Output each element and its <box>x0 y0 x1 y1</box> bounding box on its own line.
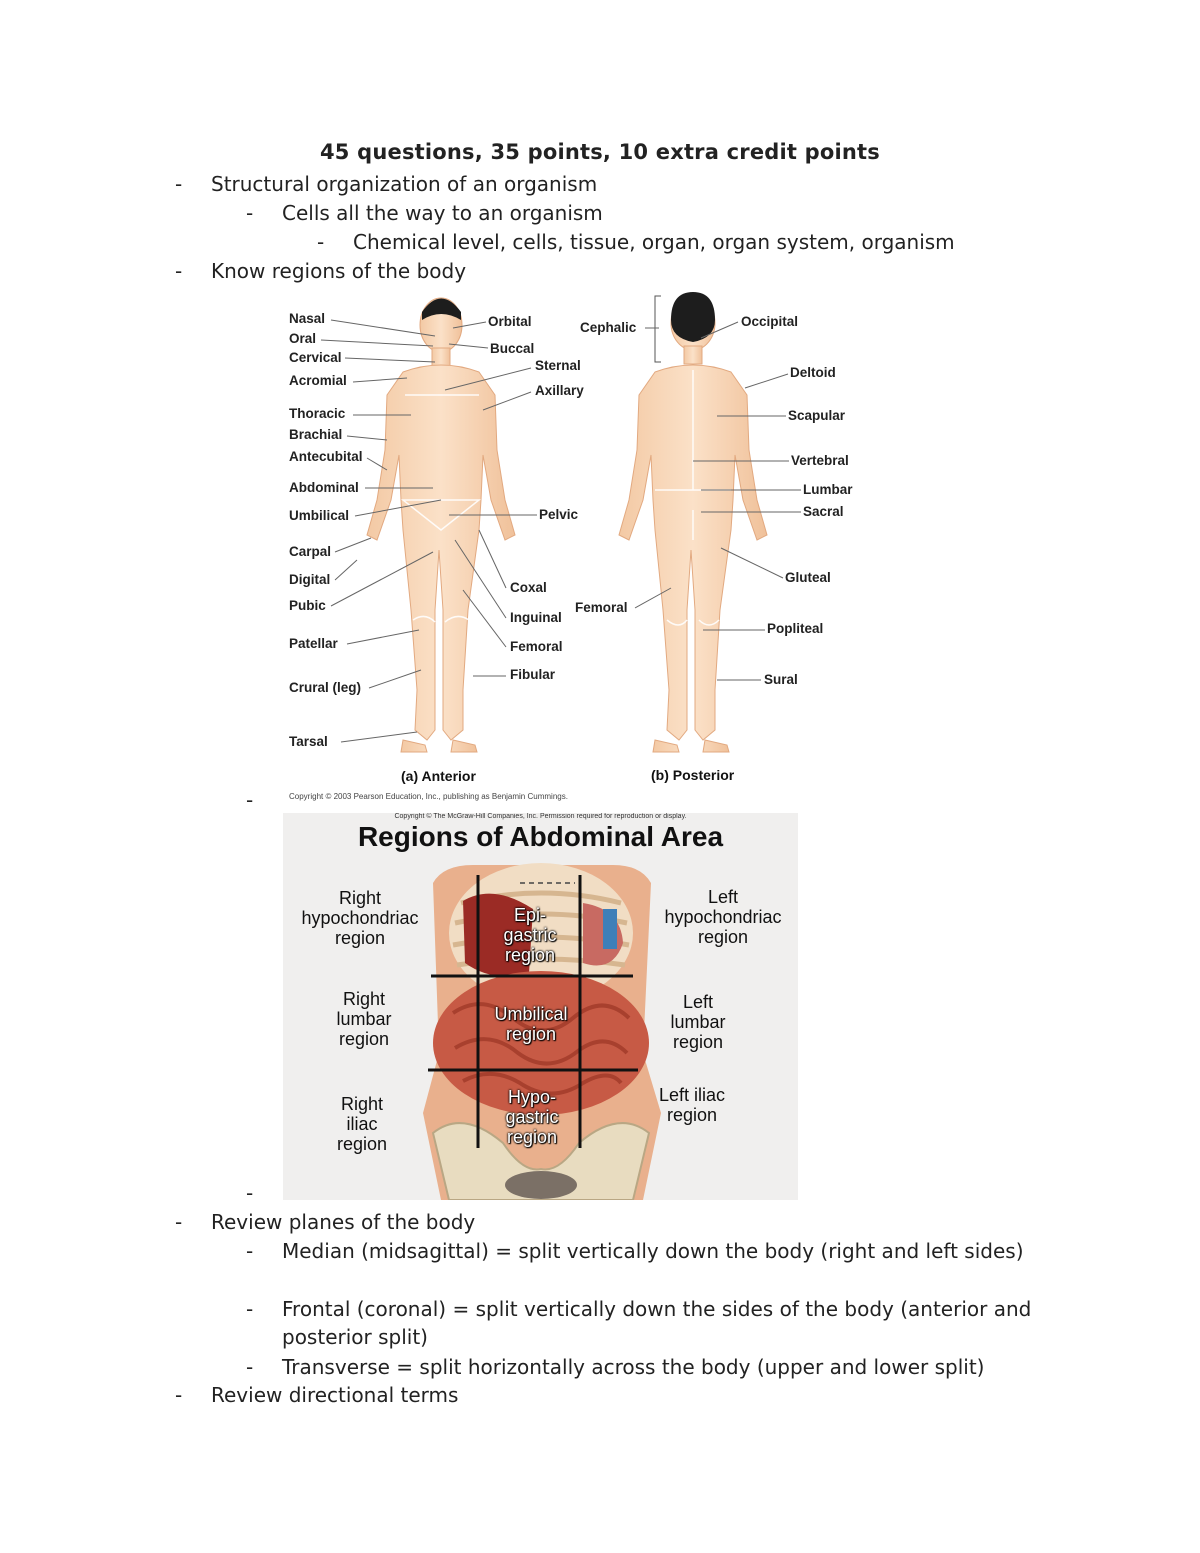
region-right-iliac: Right iliac region <box>336 1094 388 1154</box>
label-femoral-posterior: Femoral <box>575 600 628 615</box>
abdominal-regions-figure <box>283 813 798 1200</box>
caption-anterior: (a) Anterior <box>401 768 476 784</box>
bullet-dash: - <box>175 1383 183 1407</box>
label-thoracic: Thoracic <box>289 406 346 421</box>
region-right-lumbar: Right lumbar region <box>336 989 392 1049</box>
bullet-dash: - <box>246 1239 254 1263</box>
label-popliteal: Popliteal <box>767 621 824 636</box>
figure-copyright: Copyright © 2003 Pearson Education, Inc., publishing as Benjamin Cummings. <box>289 792 568 801</box>
bullet-dash: - <box>317 230 325 254</box>
label-orbital: Orbital <box>488 314 532 329</box>
label-oral: Oral <box>289 331 317 346</box>
label-umbilical: Umbilical <box>289 508 350 523</box>
region-left-iliac: Left iliac region <box>658 1085 726 1125</box>
label-pubic: Pubic <box>289 598 326 613</box>
label-carpal: Carpal <box>289 544 332 559</box>
region-left-lumbar: Left lumbar region <box>670 992 726 1052</box>
label-brachial: Brachial <box>289 427 343 442</box>
label-axillary: Axillary <box>535 383 584 398</box>
bullet-dash: - <box>246 201 254 225</box>
region-right-hypochondriac: Right hypochondriac region <box>301 888 419 948</box>
label-pelvic: Pelvic <box>539 507 579 522</box>
abdominal-figure-copyright: Copyright © The McGraw-Hill Companies, Inc. Permission required for reproduction or display. <box>394 813 687 820</box>
label-digital: Digital <box>289 572 331 587</box>
label-lumbar: Lumbar <box>803 482 853 497</box>
label-crural: Crural (leg) <box>289 680 362 695</box>
bullet-review-planes: Review planes of the body <box>211 1210 476 1234</box>
label-sacral: Sacral <box>803 504 844 519</box>
bullet-structural-organization: Structural organization of an organism <box>211 172 598 196</box>
anterior-body <box>367 298 515 752</box>
label-inguinal: Inguinal <box>510 610 562 625</box>
label-patellar: Patellar <box>289 636 338 651</box>
label-tarsal: Tarsal <box>289 734 328 749</box>
bullet-cells-to-organism: Cells all the way to an organism <box>282 201 603 225</box>
label-femoral-anterior: Femoral <box>510 639 563 654</box>
caption-posterior: (b) Posterior <box>651 767 735 783</box>
region-hypogastric: Hypo- gastric region <box>505 1087 559 1147</box>
label-fibular: Fibular <box>510 667 556 682</box>
region-epigastric: Epi- gastric region <box>503 905 557 965</box>
label-scapular: Scapular <box>788 408 846 423</box>
bullet-dash: - <box>246 1355 254 1379</box>
bullet-transverse-plane: Transverse = split horizontally across the body (upper and lower split) <box>282 1355 985 1379</box>
bullet-median-plane: Median (midsagittal) = split vertically down the body (right and left sides) <box>282 1239 1024 1263</box>
label-buccal: Buccal <box>490 341 535 356</box>
label-acromial: Acromial <box>289 373 347 388</box>
bullet-frontal-plane: Frontal (coronal) = split vertically down the sides of the body (anterior and posterior split) <box>282 1297 1032 1349</box>
label-coxal: Coxal <box>510 580 547 595</box>
body-regions-figure <box>283 290 883 810</box>
label-vertebral: Vertebral <box>791 453 849 468</box>
bullet-dash: - <box>246 1297 254 1321</box>
label-abdominal: Abdominal <box>289 480 359 495</box>
label-deltoid: Deltoid <box>790 365 836 380</box>
bullet-chemical-level: Chemical level, cells, tissue, organ, organ system, organism <box>353 230 955 254</box>
label-antecubital: Antecubital <box>289 449 363 464</box>
bullet-dash: - <box>246 1181 254 1205</box>
label-sural: Sural <box>764 672 798 687</box>
label-cephalic: Cephalic <box>580 320 637 335</box>
bullet-dash: - <box>175 259 183 283</box>
bullet-dash: - <box>175 1210 183 1234</box>
label-gluteal: Gluteal <box>785 570 831 585</box>
region-left-hypochondriac: Left hypochondriac region <box>664 887 782 947</box>
label-cervical: Cervical <box>289 350 342 365</box>
label-sternal: Sternal <box>535 358 581 373</box>
label-occipital: Occipital <box>741 314 799 329</box>
region-umbilical: Umbilical region <box>494 1004 568 1044</box>
label-nasal: Nasal <box>289 311 326 326</box>
bullet-know-regions: Know regions of the body <box>211 259 467 283</box>
abdominal-figure-title: Regions of Abdominal Area <box>357 821 724 852</box>
bullet-directional-terms: Review directional terms <box>211 1383 459 1407</box>
bullet-dash: - <box>246 788 254 812</box>
bullet-dash: - <box>175 172 183 196</box>
page-title: 45 questions, 35 points, 10 extra credit points <box>319 140 880 164</box>
